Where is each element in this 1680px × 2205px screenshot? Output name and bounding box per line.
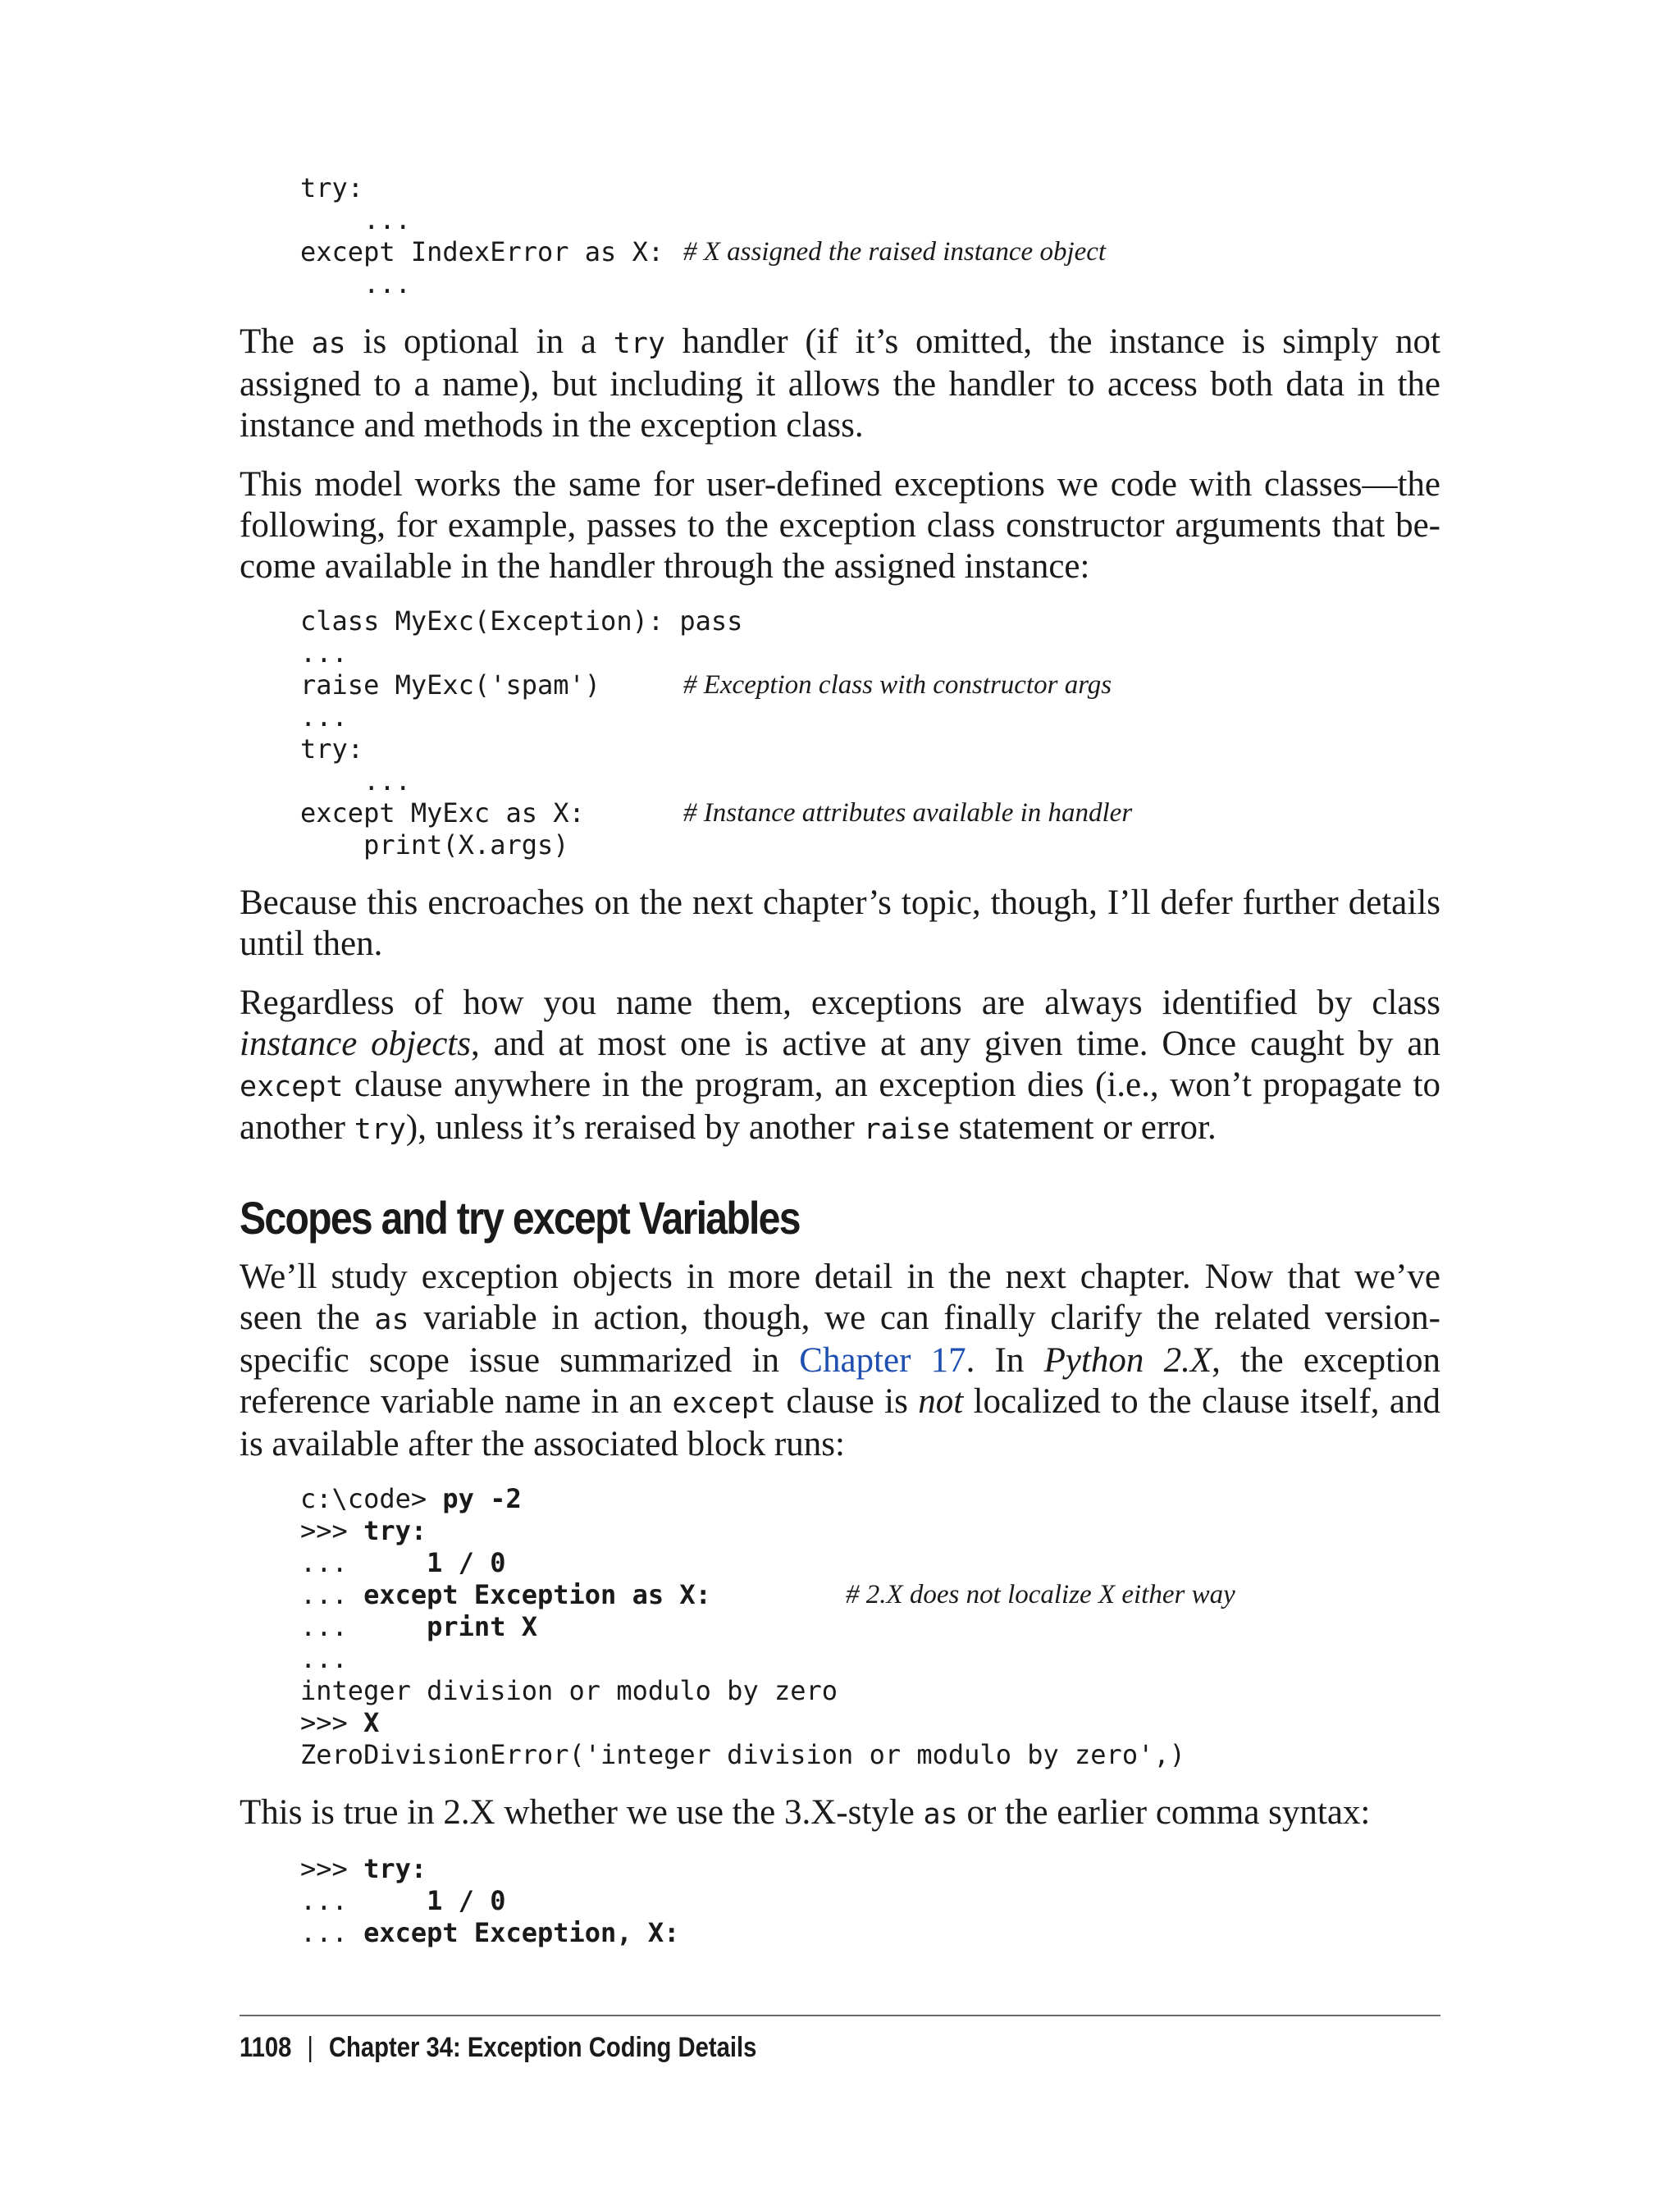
code-line: >>> try: [300, 1853, 427, 1884]
code-line: try: [300, 172, 364, 203]
code-line: except MyExc as X: # Instance attributes available in handler [300, 797, 1133, 829]
code-comment: # Exception class with constructor args [683, 670, 1112, 700]
code-line: ZeroDivisionError('integer division or modulo by zero',) [300, 1739, 1185, 1770]
code-comment: # X assigned the raised instance object [683, 237, 1107, 267]
page-content [240, 172, 1440, 1970]
code-line: ... [300, 701, 348, 733]
code-comment: # 2.X does not localize X either way [846, 1580, 1235, 1609]
code-line: integer division or modulo by zero [300, 1675, 838, 1706]
code-line: >>> try: [300, 1515, 427, 1546]
code-line: raise MyExc('spam') # Exception class with constructor args [300, 669, 1112, 701]
code-line: >>> X [300, 1707, 380, 1738]
code-line: ... except Exception as X: # 2.X does not localize X either way [300, 1579, 1235, 1610]
chapter-17-link[interactable]: Chapter 17 [799, 1341, 966, 1380]
paragraph-scopes: We’ll study exception objects in more detail in the next chapter. Now that we’ve seen the as variable in action, though, we can finally clarify the related version-specific scope issue summarized in Chapter 17. In Python 2.X, the exception reference variable name in an except clause is not localized to the clause itself, and is available after the associated block runs: [240, 1258, 1441, 1463]
paragraph-regardless: Regardless of how you name them, exceptions are always identified by class instance objects, and at most one is active at any given time. Once caught by an except clause anywhere in the program, an exception dies (i.e., won’t propagate to another try), unless it’s reraised by another raise statement or error. [240, 984, 1440, 1147]
code-line: ... [300, 268, 411, 299]
code-line: print(X.args) [300, 829, 569, 861]
paragraph-user-defined: This model works the same for user-defined exceptions we code with classes—the following, for example, passes to the exception class constructor arguments that become available in the handler through the assigned instance: [240, 465, 1440, 586]
paragraph-as-optional: The as is optional in a try handler (if it’s omitted, the instance is simply not assigned to a name), but including it allows the handler to access both data in the instance and methods in the exception class. [240, 322, 1440, 445]
code-line: ... except Exception, X: [300, 1917, 680, 1948]
code-line: ... print X [300, 1611, 537, 1642]
code-block-index-error [300, 172, 1440, 300]
footer-rule [240, 2015, 1440, 2016]
code-line: except IndexError as X: # X assigned the raised instance object [300, 236, 1107, 267]
code-block-myexc [300, 605, 1440, 861]
code-line: ... [300, 637, 348, 669]
code-line: c:\code> py -2 [300, 1483, 522, 1514]
paragraph-comma-syntax: This is true in 2.X whether we use the 3.X-style as or the earlier comma syntax: [240, 1793, 1371, 1832]
code-block-python2-session [300, 1483, 1440, 1771]
code-line: class MyExc(Exception): pass [300, 605, 743, 637]
chapter-title: Chapter 34: Exception Coding Details [328, 2032, 757, 2063]
code-line: ... [300, 1643, 348, 1674]
code-line: try: [300, 733, 364, 765]
code-line: ... 1 / 0 [300, 1547, 506, 1578]
code-line: ... [300, 765, 411, 797]
page-footer [240, 2026, 756, 2069]
code-line: ... 1 / 0 [300, 1885, 506, 1916]
code-block-comma-syntax [300, 1853, 1440, 1949]
section-heading: Scopes and try except Variables [240, 1192, 800, 1244]
page-number: 1108 [240, 2032, 292, 2063]
code-line: ... [300, 204, 411, 235]
footer-separator: | [307, 2032, 313, 2063]
code-comment: # Instance attributes available in handler [683, 798, 1133, 828]
paragraph-encroaches: Because this encroaches on the next chapter’s topic, though, I’ll defer further details until then. [240, 883, 1440, 963]
